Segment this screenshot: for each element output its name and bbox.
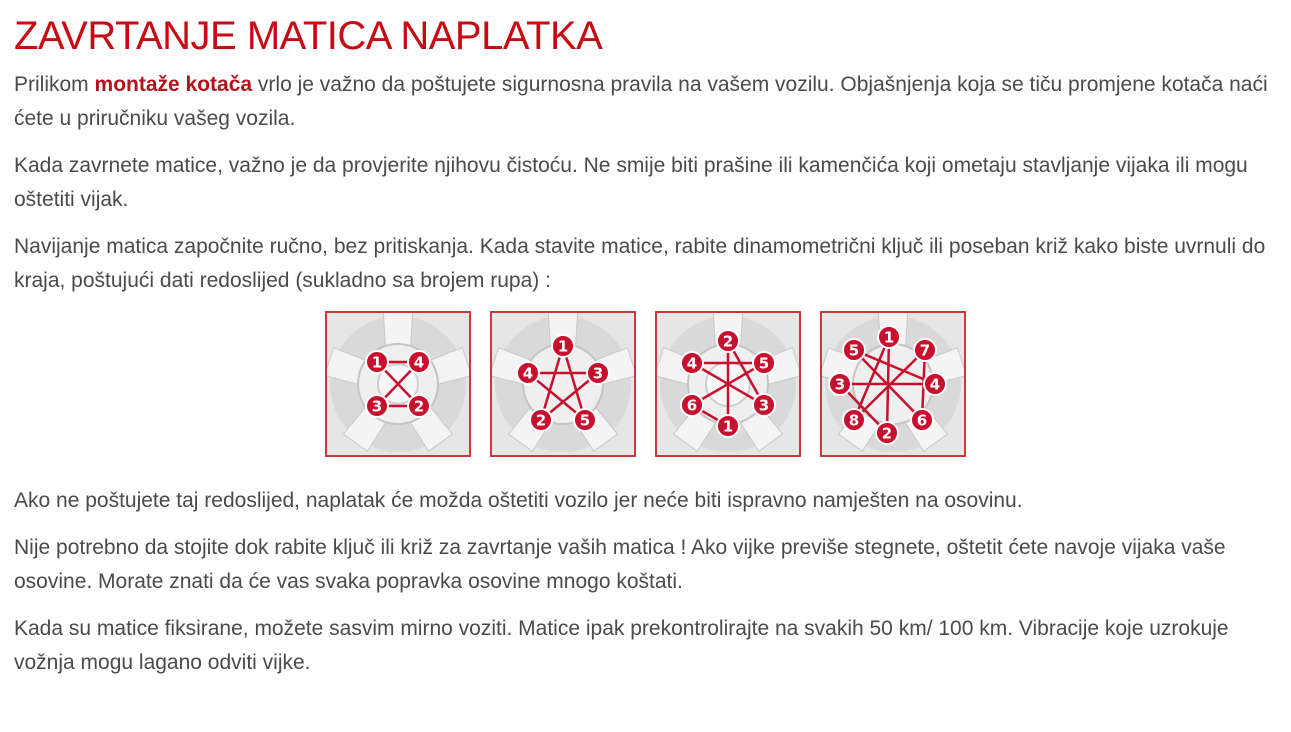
bolt-number: 2 [535, 411, 547, 430]
bolt-4 [408, 351, 430, 373]
bolt-number: 2 [722, 332, 734, 351]
bolt-2 [530, 409, 552, 431]
bolt-number: 2 [413, 397, 425, 416]
bolt-2 [717, 330, 739, 352]
bolt-5 [753, 352, 775, 374]
bolt-number: 4 [686, 354, 698, 373]
bolt-6 [681, 394, 703, 416]
bolt-number: 3 [758, 396, 770, 415]
bolt-number: 1 [557, 337, 569, 356]
bolt-4 [681, 352, 703, 374]
bolt-1 [366, 351, 388, 373]
bolt-8 [843, 409, 865, 431]
diagram-8-holes [820, 311, 966, 457]
bolt-number: 3 [834, 375, 846, 394]
bolt-5 [843, 339, 865, 361]
bolt-4 [924, 373, 946, 395]
bolt-number: 1 [883, 328, 895, 347]
bolt-4 [517, 362, 539, 384]
diagram-6-holes-svg [657, 313, 799, 455]
bolt-1 [717, 415, 739, 437]
bolt-1 [552, 335, 574, 357]
diagram-4-holes-svg [327, 313, 469, 455]
page-title: ZAVRTANJE MATICA NAPLATKA [14, 14, 603, 58]
paragraph-warning: Ako ne poštujete taj redoslijed, naplatak će možda oštetiti vozilo jer neće biti ispravno namješten na osovinu. [14, 489, 1023, 512]
diagram-4-holes [325, 311, 471, 457]
bolt-number: 1 [722, 417, 734, 436]
paragraph-check: Kada su matice fiksirane, možete sasvim mirno voziti. Matice ipak prekontrolirajte na svakih 50 km/ 100 km. Vibracije koje uzrokuje vožnja mogu lagano odviti vijke. [14, 617, 1229, 674]
bolt-number: 5 [579, 411, 591, 430]
bolt-number: 6 [686, 396, 698, 415]
bolt-3 [587, 362, 609, 384]
paragraph-intro [14, 68, 1277, 136]
paragraph-order: Navijanje matica započnite ručno, bez pritiskanja. Kada stavite matice, rabite dinamometrični ključ ili poseban križ kako biste uvrnuli do kraja, poštujući dati redoslijed (sukladno sa brojem rupa) : [14, 235, 1266, 292]
bolt-number: 3 [371, 397, 383, 416]
bolt-number: 5 [758, 354, 770, 373]
tightening-diagrams [14, 311, 1277, 457]
diagram-6-holes [655, 311, 801, 457]
bolt-number: 3 [592, 364, 604, 383]
intro-text-end: vrlo je važno da poštujete sigurnosna pravila na vašem vozilu. Objašnjenja koja se tiču promjene kotača naći ćete u priručniku vašeg vozila. [14, 73, 1268, 130]
bolt-5 [574, 409, 596, 431]
bolt-2 [876, 422, 898, 444]
bolt-number: 1 [371, 353, 383, 372]
highlight-link[interactable]: montaže kotača [94, 73, 253, 96]
bolt-3 [829, 373, 851, 395]
paragraph-tools: Nije potrebno da stojite dok rabite ključ ili križ za zavrtanje vaših matica ! Ako vijke previše stegnete, oštetit ćete navoje vijaka vaše osovine. Morate znati da će vas svaka popravka osovine mnogo koštati. [14, 536, 1226, 593]
bolt-number: 4 [413, 353, 425, 372]
bolt-number: 4 [522, 364, 534, 383]
bolt-7 [914, 339, 936, 361]
bolt-2 [408, 395, 430, 417]
diagram-8-holes-svg [822, 313, 964, 455]
bolt-3 [366, 395, 388, 417]
bolt-number: 8 [848, 411, 860, 430]
diagram-5-holes-svg [492, 313, 634, 455]
bolt-6 [911, 409, 933, 431]
bolt-1 [878, 326, 900, 348]
diagram-5-holes [490, 311, 636, 457]
bolt-number: 6 [916, 411, 928, 430]
bolt-number: 4 [929, 375, 941, 394]
bolt-number: 7 [919, 341, 931, 360]
bolt-number: 2 [881, 424, 893, 443]
intro-text-start: Prilikom [14, 73, 95, 96]
bolt-number: 5 [848, 341, 860, 360]
bolt-3 [753, 394, 775, 416]
paragraph-cleanliness: Kada zavrnete matice, važno je da provjerite njihovu čistoću. Ne smije biti prašine ili kamenčića koji ometaju stavljanje vijaka ili mogu oštetiti vijak. [14, 154, 1248, 211]
